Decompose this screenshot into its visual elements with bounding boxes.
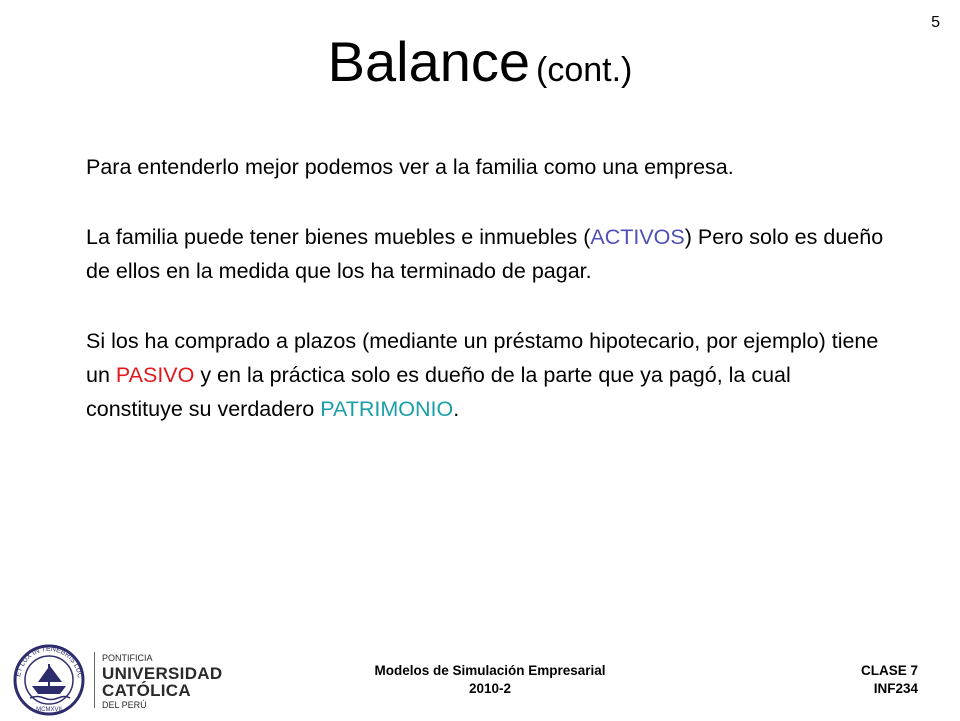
seal-motto: ET LUX IN TENEBRIS LUC [15, 645, 84, 679]
seal-year: MCMXVII [36, 707, 62, 713]
title-main: Balance [327, 30, 530, 93]
footer-course-info [330, 662, 650, 698]
paragraph-3-post: . [453, 397, 460, 421]
course-name: Modelos de Simulación Empresarial [374, 663, 606, 678]
paragraph-3 [86, 324, 886, 426]
slide-number: 5 [931, 14, 940, 31]
logo-line-2: UNIVERSIDAD [102, 664, 223, 683]
paragraph-2-pre: La familia puede tener bienes muebles e inmuebles ( [86, 225, 591, 249]
keyword-pasivo: PASIVO [115, 363, 195, 387]
paragraph-3-mid: y en la práctica solo es dueño de la parte que ya pagó, la cual constituye su verdadero [86, 363, 791, 421]
paragraph-1: Para entenderlo mejor podemos ver a la familia como una empresa. [86, 155, 734, 179]
university-seal-icon [10, 640, 88, 716]
slide-title [0, 30, 960, 93]
logo-wordmark [102, 652, 222, 712]
paragraph-2 [86, 220, 886, 288]
class-label: CLASE 7 [860, 663, 918, 678]
logo-line-3: CATÓLICA [102, 681, 191, 700]
logo-line-1: PONTIFICIA [102, 653, 153, 663]
slide-body [86, 150, 886, 426]
title-suffix: (cont.) [536, 51, 633, 89]
course-term: 2010-2 [468, 681, 512, 696]
paragraph-3-pre: Si los ha comprado a plazos (mediante un préstamo hipotecario, por ejemplo) tiene un [86, 329, 879, 387]
paragraph-2-post: ) Pero solo es dueño de ellos en la medida que los ha terminado de pagar. [86, 225, 884, 283]
keyword-activos: ACTIVOS [590, 225, 685, 249]
university-logo [10, 640, 280, 716]
logo-line-4: DEL PERÚ [102, 700, 147, 710]
course-code: INF234 [873, 681, 918, 696]
logo-divider [94, 652, 95, 708]
keyword-patrimonio: PATRIMONIO [320, 397, 454, 421]
slide-footer [0, 636, 960, 716]
footer-class-info [861, 662, 918, 698]
